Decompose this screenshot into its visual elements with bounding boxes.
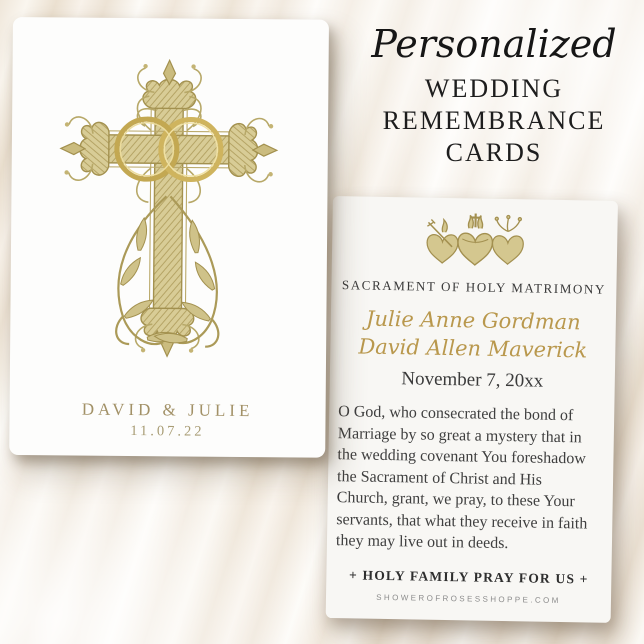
- prayer-line: the wedding covenant You foreshadow: [337, 446, 587, 468]
- couple-names: DAVID & JULIE: [81, 399, 254, 421]
- remembrance-card-front: [9, 17, 329, 458]
- prayer-line: Church, grant, we pray, to these Your: [336, 489, 575, 511]
- couple-date: 11.07.22: [130, 423, 205, 440]
- holy-family-hearts-icon: [424, 213, 525, 274]
- headline-line-2: REMEMBRANCE: [382, 105, 606, 135]
- headline-caps: [352, 73, 636, 169]
- prayer-line: O God, who consecrated the bond of: [338, 403, 574, 425]
- headline-script: Personalized: [371, 22, 617, 66]
- prayer-line: they may live out in deeds.: [335, 532, 509, 553]
- prayer-line: the Sacrament of Christ and His: [336, 467, 543, 489]
- wedding-date: November 7, 20xx: [401, 368, 544, 392]
- ornate-cross-icon: [57, 45, 280, 382]
- invocation-text: + HOLY FAMILY PRAY FOR US +: [348, 567, 589, 587]
- prayer-line: servants, that what they receive in faith: [336, 510, 588, 532]
- immaculate-heart-icon: [426, 219, 458, 263]
- groom-name: David Allen Maverick: [358, 334, 588, 363]
- prayer-line: Marriage by so great a mystery that in: [337, 424, 582, 446]
- promo-headline: [352, 22, 636, 169]
- sacred-heart-icon: [457, 213, 492, 266]
- chaste-heart-icon: [492, 215, 524, 264]
- card-title: SACRAMENT OF HOLY MATRIMONY: [341, 277, 607, 297]
- prayer-text: [336, 401, 610, 556]
- shop-mark: SHOWEROFROSESSHOPPE.COM: [376, 592, 561, 606]
- remembrance-card-back: [326, 196, 618, 623]
- headline-line-1: WEDDING: [424, 73, 564, 103]
- headline-line-3: CARDS: [445, 137, 543, 167]
- bride-name: Julie Anne Gordman: [365, 306, 581, 335]
